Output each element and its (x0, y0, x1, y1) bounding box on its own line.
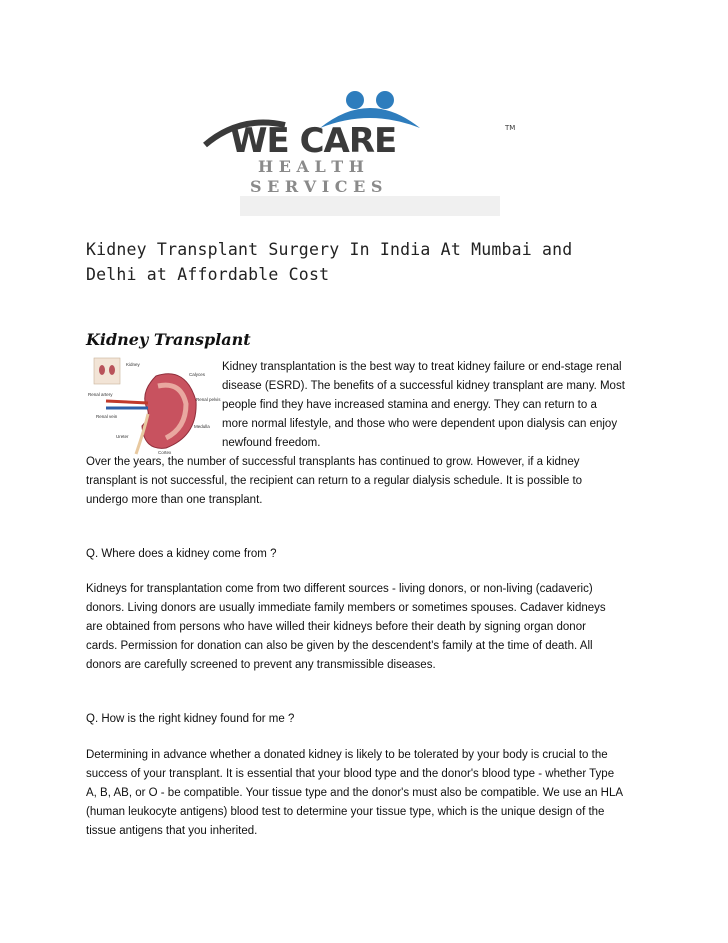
kidney-diagram-image (86, 356, 221, 456)
intro-line: more normal lifestyle, and those who were dependent upon dialysis can enjoy (222, 418, 618, 430)
title-line-1: Kidney Transplant Surgery In India At Mumbai and (86, 240, 573, 259)
paragraph-line: (human leukocyte antigens) blood test to determine your tissue type, which is the unique design of the (86, 806, 605, 818)
answer-kidney-source (86, 580, 646, 675)
logo-person-head-icon (376, 91, 394, 109)
paragraph-line: tissue antigens that you inherited. (86, 825, 258, 837)
paragraph-line: success of your transplant. It is essential that your blood type and the donor's blood type - whether Type (86, 768, 615, 780)
label-calyces: Calyces (189, 372, 206, 377)
we-care-logo (200, 90, 530, 220)
paragraph-line: undergo more than one transplant. (86, 494, 263, 506)
intro-line: disease (ESRD). The benefits of a successful kidney transplant are many. Most (222, 380, 625, 392)
paragraph-line: Over the years, the number of successful transplants has continued to grow. However, if a kidney (86, 456, 580, 468)
logo-tm: TM (505, 124, 516, 132)
label-medulla: Medulla (194, 424, 210, 429)
label-renal-artery: Renal artery (88, 392, 113, 397)
paragraph-line: A, B, AB, or O - be compatible. Your tissue type and the donor's must also be compatible. We use an HLA (86, 787, 624, 799)
paragraph-line: Kidneys for transplantation come from two different sources - living donors, or non-living (cadaveric) (86, 583, 593, 595)
intro-paragraph (222, 358, 652, 453)
logo-line1: WE CARE (230, 121, 397, 161)
logo-line2: H E A L T H (258, 157, 364, 176)
question-kidney-source: Q. Where does a kidney come from ? (86, 548, 277, 560)
title-line-2: Delhi at Affordable Cost (86, 265, 330, 284)
paragraph-line: are obtained from persons who have willed their kidneys before their death by signing organ donor (86, 621, 586, 633)
label-kidney: Kidney (126, 362, 140, 367)
paragraph-line: donors are carefully screened to prevent any transmissible diseases. (86, 659, 436, 671)
intro-line: people find they have increased stamina and energy. They can return to a (222, 399, 597, 411)
logo-person-head-icon (346, 91, 364, 109)
label-ureter: Ureter (116, 434, 129, 439)
logo-line3: S E R V I C E S (250, 177, 383, 196)
intro-line: newfound freedom. (222, 437, 321, 449)
label-renal-vein: Renal vein (96, 414, 118, 419)
answer-kidney-match (86, 746, 646, 841)
label-renal-pelvis: Renal pelvis (196, 397, 221, 402)
page-title (86, 237, 666, 287)
paragraph-line: donors. Living donors are usually immediate family members or sometimes spouses. Cadaver kidneys (86, 602, 606, 614)
intro-line: Kidney transplantation is the best way to treat kidney failure or end-stage renal (222, 361, 622, 373)
body-figure-icon (94, 358, 120, 384)
paragraph-line: transplant is not successful, the recipient can return to a regular dialysis schedule. It is possible to (86, 475, 583, 487)
transplant-paragraph (86, 453, 646, 510)
logo-reflection (240, 196, 500, 216)
section-heading: Kidney Transplant (86, 330, 251, 349)
question-kidney-match: Q. How is the right kidney found for me ? (86, 713, 295, 725)
paragraph-line: cards. Permission for donation can also be given by the descendent's family at the time of death. All (86, 640, 593, 652)
paragraph-line: Determining in advance whether a donated kidney is likely to be tolerated by your body is crucial to the (86, 749, 608, 761)
label-cortex: Cortex (158, 450, 172, 455)
